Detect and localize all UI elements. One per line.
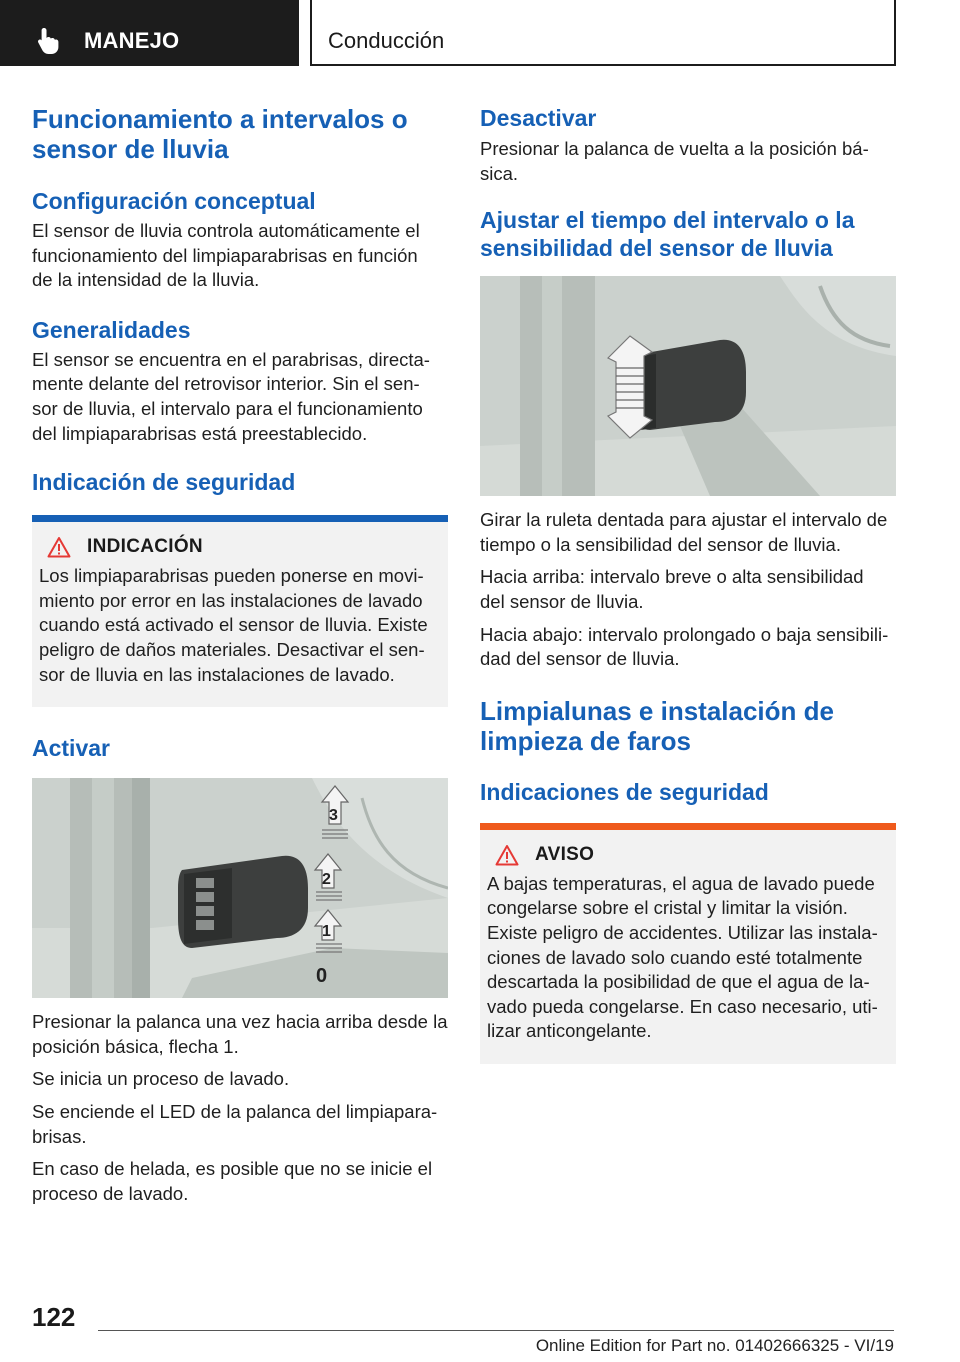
adjust-text-3: Hacia abajo: intervalo prolongado o baja sensibili-dad del sensor de lluvia. [480,623,889,670]
section-tab [0,0,299,66]
hand-pointer-icon [36,27,62,55]
warning-triangle-icon [495,844,519,866]
wiper-wheel-adjust-illustration [480,276,896,496]
deactivate-text: Presionar la palanca de vuelta a la posición bá-sica. [480,138,869,184]
figure-label-0: 0 [316,965,328,988]
notice-box [32,515,448,707]
warning-title [487,844,888,866]
wheel-figure [480,276,896,496]
activate-text-2: Se inicia un proceso de lavado. [32,1068,290,1090]
chapter-label: Conducción [328,28,445,53]
lever-figure [32,778,448,998]
heading-adjust: Ajustar el tiempo del intervalo o la sensibilidad del sensor de lluvia [480,207,855,262]
warning-triangle-icon [47,536,71,558]
footer-divider [98,1330,894,1331]
page-number: 122 [32,1302,76,1332]
heading-safety: Indicación de seguridad [32,469,296,496]
adjust-text-1: Girar la ruleta dentada para ajustar el intervalo de tiempo o la sensibilidad del sensor de lluvia. [480,509,888,555]
section-label: MANEJO [84,28,180,53]
concept-text: El sensor de lluvia controla automáticamente el funcionamiento del limpiaparabrisas en función de la intensidad de la lluvia. [32,220,420,291]
edition-note: Online Edition for Part no. 01402666325 - VI/19 [535,1336,894,1355]
figure-label-2: 2 [322,871,331,889]
figure-label-1: 1 [322,923,331,941]
heading-deactivate: Desactivar [480,105,597,131]
notice-title [39,536,440,558]
heading-general: Generalidades [32,316,191,343]
chapter-header [310,0,896,66]
right-column [480,100,896,1064]
adjust-text-2: Hacia arriba: intervalo breve o alta sensibilidad del sensor de lluvia. [480,566,864,612]
notice-text: Los limpiaparabrisas pueden ponerse en movi-miento por error en las instalaciones de lavado cuando está activado el sensor de lluvia. Existe peligro de daños materiales. Desactivar el sen-sor de lluvia en las instalaciones de lavado. [39,565,428,685]
left-column [32,100,448,1206]
activate-text-1: Presionar la palanca una vez hacia arriba desde la posición básica, flecha 1. [32,1011,448,1057]
section-title-interval: Funcionamiento a intervalos o sensor de lluvia [32,104,408,164]
warning-box [480,823,896,1064]
section-title-washer: Limpialunas e instalación de limpieza de faros [480,695,834,756]
heading-activate: Activar [32,735,110,762]
activate-text-4: En caso de helada, es posible que no se inicie el proceso de lavado. [32,1158,433,1204]
general-text: El sensor se encuentra en el parabrisas, directa-mente delante del retrovisor interior. Sin el sen-sor de lluvia, el intervalo para el funcionamiento del limpiaparabrisas está preestablecido. [32,348,430,444]
heading-concept: Configuración conceptual [32,188,316,214]
warning-title-label: AVISO [535,843,595,865]
notice-title-label: INDICACIÓN [87,536,203,558]
wiper-lever-activate-illustration [32,778,448,998]
figure-label-3: 3 [329,807,338,825]
warning-text: A bajas temperaturas, el agua de lavado puede congelarse sobre el cristal y limitar la visión. Existe peligro de accidentes. Utilizar las instala-ciones de lavado solo cuando esté totalmente descartada la posibilidad de que el agua de la-vado pueda congelarse. En caso necesario, uti-lizar anticongelante. [487,872,878,1042]
activate-text-3: Se enciende el LED de la palanca del limpiapara-brisas. [32,1100,438,1147]
heading-washer-safety: Indicaciones de seguridad [480,778,769,805]
